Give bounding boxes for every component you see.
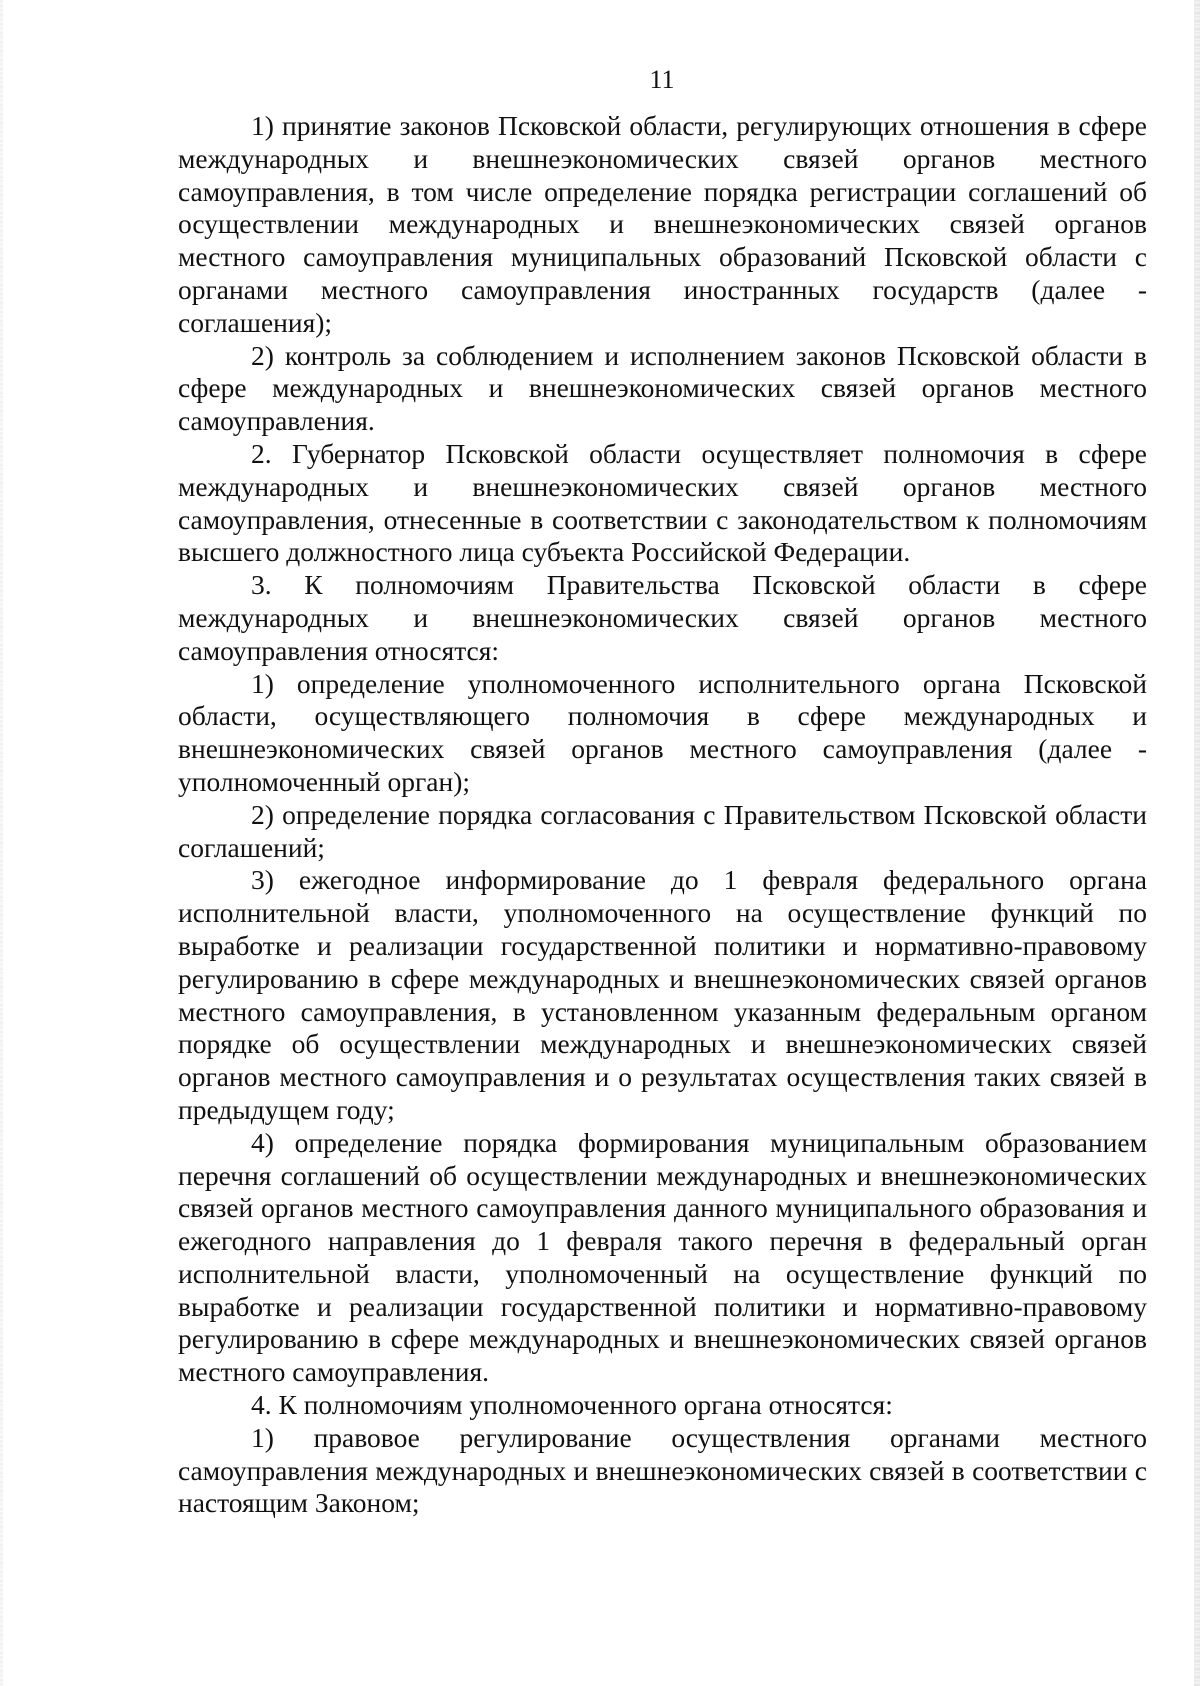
paragraph: 1) определение уполномоченного исполнительного органа Псковской области, осуществляющего полномочия в сфере международных и внешнеэкономических связей органов местного самоуправления (далее - уполномоченный орган); bbox=[178, 667, 1147, 797]
paragraph: 2) контроль за соблюдением и исполнением законов Псковской области в сфере международных и внешнеэкономических связей органов местного самоуправления. bbox=[178, 339, 1147, 437]
document-body bbox=[178, 110, 1147, 1520]
scan-edge-right bbox=[1194, 0, 1200, 1686]
page-number: 11 bbox=[649, 65, 675, 94]
scan-edge-left bbox=[0, 0, 3, 1686]
paragraph: 3. К полномочиям Правительства Псковской области в сфере международных и внешнеэкономических связей органов местного самоуправления относятся: bbox=[178, 569, 1147, 666]
paragraph: 1) правовое регулирование осуществления органами местного самоуправления международных и внешнеэкономических связей в соответствии с настоящим Законом; bbox=[178, 1421, 1147, 1519]
paragraph: 1) принятие законов Псковской области, регулирующих отношения в сфере международных и внешнеэкономических связей органов местного самоуправления, в том числе определение порядка регистрации соглашений об осуществлении международных и внешнеэкономических связей органов местного самоуправления муниципальных образований Псковской области с органами местного самоуправления иностранных государств (далее - соглашения); bbox=[178, 110, 1147, 338]
paragraph: 4) определение порядка формирования муниципальным образованием перечня соглашений об осуществлении международных и внешнеэкономических связей органов местного самоуправления данного муниципального образования и ежегодного направления до 1 февраля такого перечня в федеральный орган исполнительной власти, уполномоченный на осуществление функций по выработке и реализации государственной политики и нормативно-правовому регулированию в сфере международных и внешнеэкономических связей органов местного самоуправления. bbox=[178, 1126, 1147, 1388]
paragraph: 3) ежегодное информирование до 1 февраля федерального органа исполнительной власти, уполномоченного на осуществление функций по выработке и реализации государственной политики и нормативно-правовому регулированию в сфере международных и внешнеэкономических связей органов местного самоуправления, в установленном указанным федеральным органом порядке об осуществлении международных и внешнеэкономических связей органов местного самоуправления и о результатах осуществления таких связей в предыдущем году; bbox=[178, 864, 1147, 1125]
paragraph: 2. Губернатор Псковской области осуществляет полномочия в сфере международных и внешнеэкономических связей органов местного самоуправления, отнесенные в соответствии с законодательством к полномочиям высшего должностного лица субъекта Российской Федерации. bbox=[178, 437, 1147, 568]
paragraph: 2) определение порядка согласования с Правительством Псковской области соглашений; bbox=[178, 798, 1147, 863]
paragraph: 4. К полномочиям уполномоченного органа относятся: bbox=[251, 1389, 893, 1421]
